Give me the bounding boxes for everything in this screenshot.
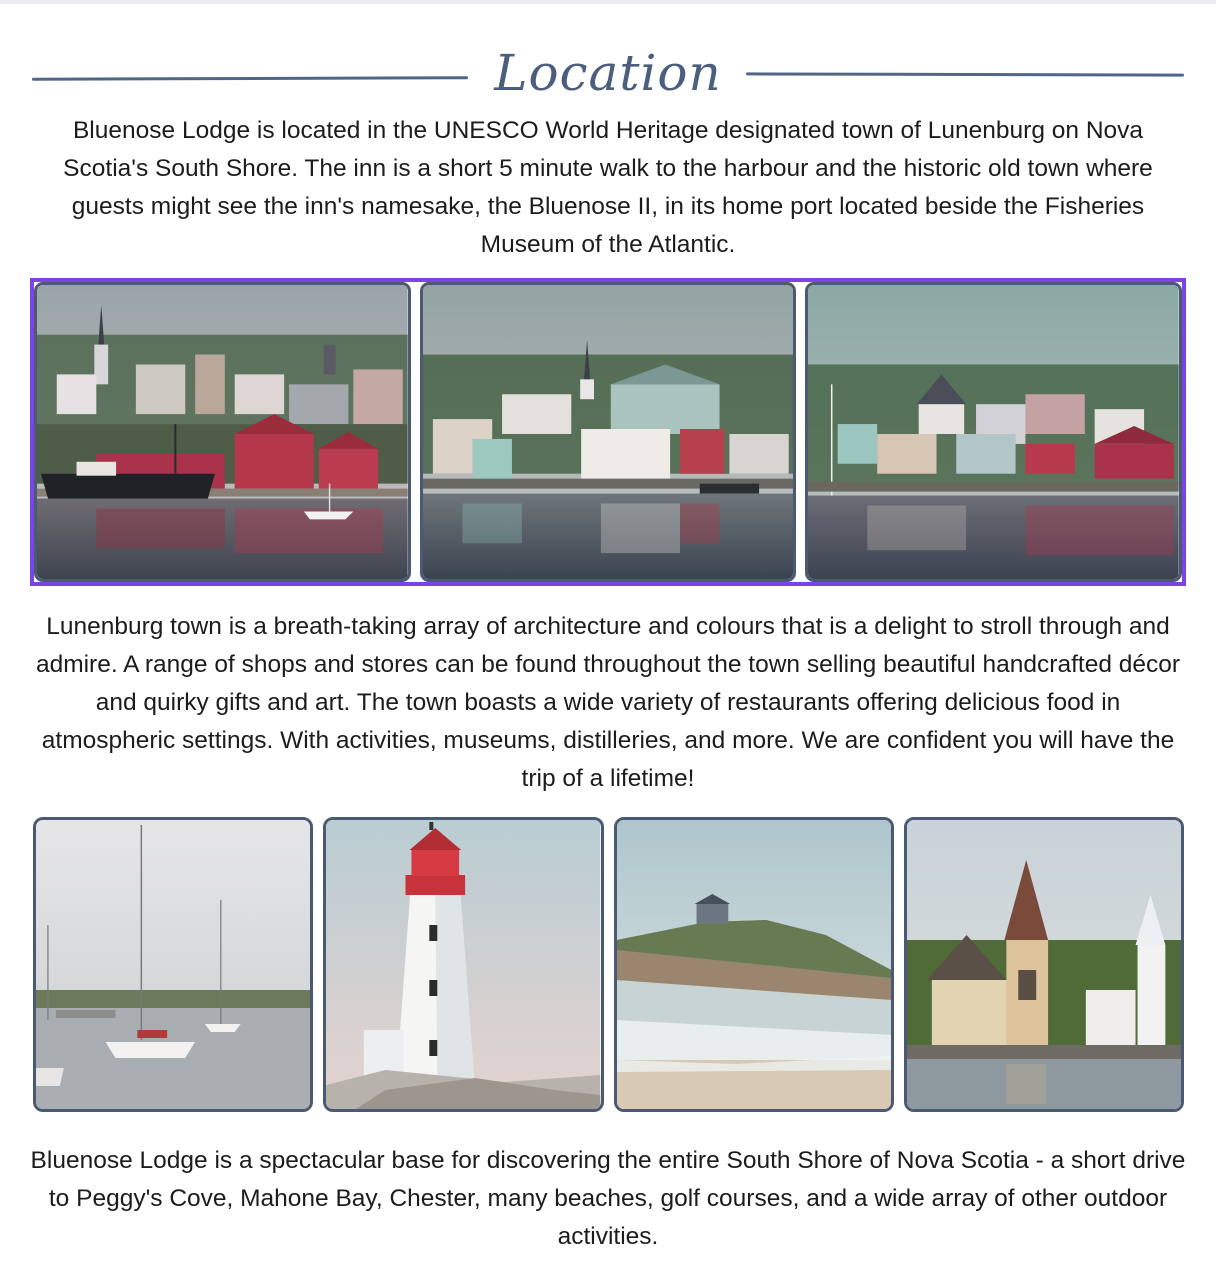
harbour-panorama-gallery[interactable]: [30, 278, 1186, 586]
heading-rule-left: [32, 76, 468, 81]
sailboats-in-bay-image[interactable]: [33, 817, 313, 1112]
heading-rule-right: [746, 72, 1184, 76]
page-title: Location: [494, 44, 722, 102]
lunenburg-waterfront-center-image[interactable]: [420, 282, 797, 582]
town-paragraph: Lunenburg town is a breath-taking array of architecture and colours that is a delight to stroll through and admire. A range of shops and stores can be found throughout the town selling beautiful handcrafted décor and quirky gifts and art. The town boasts a wide variety of restaurants offering delicious food in atmospheric settings. With activities, museums, distilleries, and more. We are confident you will have the trip of a lifetime!: [35, 613, 1181, 792]
peggys-cove-lighthouse-image[interactable]: [323, 817, 603, 1112]
south-shore-gallery: [33, 817, 1184, 1112]
intro-paragraph: Bluenose Lodge is located in the UNESCO World Heritage designated town of Lunenburg on Nova Scotia's South Shore. The inn is a short 5 minute walk to the harbour and the historic old town where guests might see the inn's namesake, the Bluenose II, in its home port located beside the Fisheries Museum of the Atlantic.: [63, 117, 1153, 258]
top-divider-strip: [0, 0, 1216, 4]
base-paragraph: Bluenose Lodge is a spectacular base for discovering the entire South Shore of Nova Scotia - a short drive to Peggy's Cove, Mahone Bay, Chester, many beaches, golf courses, and a wide array of other outdoor activities.: [30, 1147, 1186, 1250]
lunenburg-waterfront-right-image[interactable]: [805, 282, 1182, 582]
beach-cliff-house-image[interactable]: [614, 817, 894, 1112]
mahone-bay-churches-image[interactable]: [904, 817, 1184, 1112]
lunenburg-waterfront-left-image[interactable]: [34, 282, 411, 582]
location-header: [0, 40, 1216, 110]
